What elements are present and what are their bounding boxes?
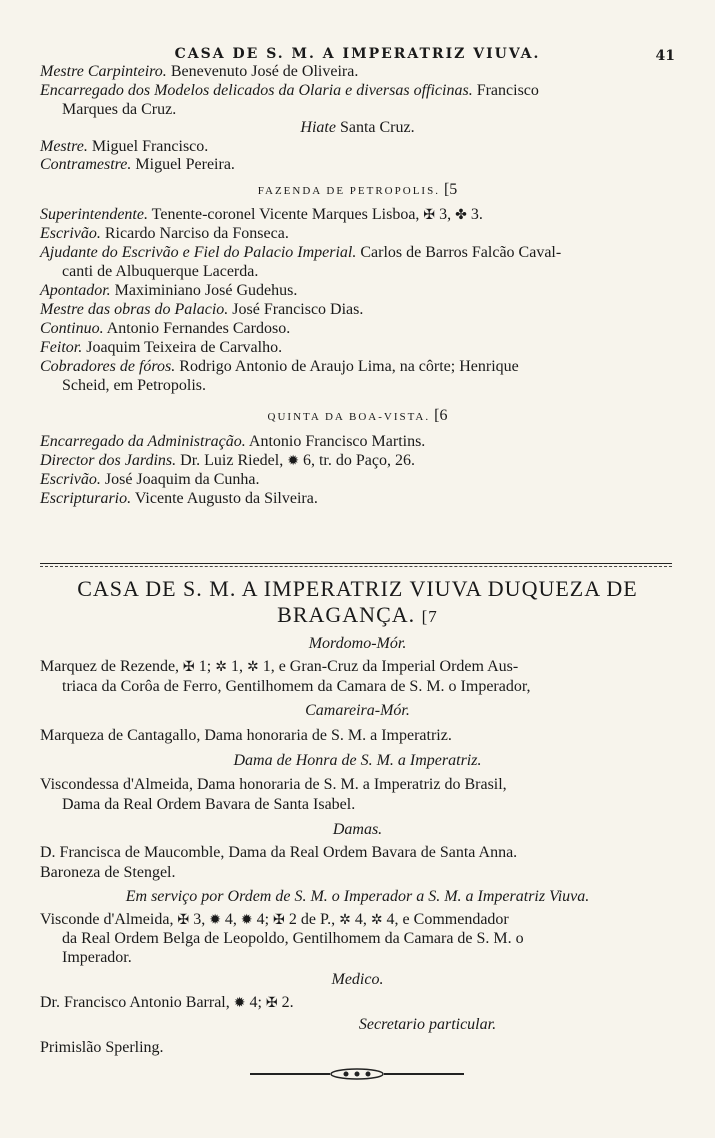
tailpiece-ornament [250, 1068, 464, 1080]
grade: 4; [245, 994, 266, 1011]
entry-mestre-obras [0, 300, 715, 319]
role: Feitor. [40, 339, 83, 356]
entry-mestre-carpinteiro [0, 62, 715, 81]
order-icon: ✤ [455, 207, 467, 223]
entry-feitor [0, 338, 715, 357]
heading-mordomo: Mordomo-Mór. [308, 635, 407, 652]
grade: 3, [435, 206, 456, 223]
person: Maximiniano José Gudehus. [110, 282, 298, 299]
entry-continuation: Imperador. [62, 949, 132, 966]
person: Ricardo Narciso da Fonseca. [100, 225, 289, 242]
entry-ajudante [0, 243, 715, 262]
grade: 1, [226, 658, 247, 675]
grade: 4, [350, 911, 371, 928]
cross-icon: ✠ [177, 912, 190, 928]
role: Escripturario. [40, 490, 132, 507]
grade: 3. [466, 206, 483, 223]
heading-text: QUINTA DA BOA-VISTA. [267, 411, 431, 423]
entry-continuation: canti de Albuquerque Lacerda. [62, 263, 259, 280]
entry-dama-honra: Viscondessa d'Almeida, Dama honoraria de S. M. a Imperatriz do Brasil, [40, 776, 507, 793]
entry-encarregado-modelos [0, 81, 715, 100]
grade: 2. [277, 994, 294, 1011]
person: Rodrigo Antonio de Araujo Lima, na côrte; Henrique [175, 358, 519, 375]
running-head: CASA DE S. M. A IMPERATRIZ VIUVA. [174, 46, 541, 62]
section-ref: [5 [443, 181, 458, 198]
heading-medico: Medico. [331, 971, 384, 988]
entry-continuation: Scheid, em Petropolis. [62, 377, 206, 394]
star-order-icon: ✲ [246, 659, 259, 675]
section-title-line2 [0, 602, 715, 630]
person: Vicente Augusto da Silveira. [131, 490, 318, 507]
heading-text: FAZENDA DE PETROPOLIS. [257, 185, 440, 197]
section-heading-petropolis [0, 180, 715, 201]
cross-icon: ✠ [273, 912, 285, 928]
person: Tenente-coronel Vicente Marques Lisboa, [147, 206, 424, 223]
hiate-heading [0, 118, 715, 137]
entry-escripturario [0, 489, 715, 508]
cross-icon: ✠ [183, 659, 195, 675]
section-title: CASA DE S. M. A IMPERATRIZ VIUVA DUQUEZA DE [77, 576, 638, 601]
person: José Francisco Dias. [228, 301, 364, 318]
section-heading-boa-vista [0, 406, 715, 427]
role: Escrivão. [40, 471, 101, 488]
heading-dama-honra: Dama de Honra de S. M. a Imperatriz. [233, 752, 482, 769]
role: Cobradores de fóros. [40, 358, 176, 375]
rose-order-icon: ✹ [240, 912, 253, 928]
person: Dr. Luiz Riedel, [176, 452, 288, 469]
grade: 4, e Commendador [382, 911, 509, 928]
entry-escrivao [0, 470, 715, 489]
person: Visconde d'Almeida, [40, 911, 178, 928]
role: Continuo. [40, 320, 104, 337]
person: Antonio Fernandes Cardoso. [103, 320, 291, 337]
entry-contramestre [0, 155, 715, 174]
role: Mestre. [40, 138, 88, 155]
entry-cobradores [0, 357, 715, 376]
person: Benevenuto José de Oliveira. [166, 63, 359, 80]
entry-camareira: Marqueza de Cantagallo, Dama honoraria de S. M. a Imperatriz. [40, 727, 452, 744]
section-divider [40, 563, 672, 564]
person: Miguel Francisco. [87, 138, 209, 155]
entry-apontador [0, 281, 715, 300]
star-order-icon: ✲ [339, 912, 351, 928]
role: Mestre das obras do Palacio. [40, 301, 229, 318]
star-order-icon: ✲ [370, 912, 383, 928]
role: Director dos Jardins. [40, 452, 177, 469]
grade: 4, [220, 911, 241, 928]
entry-mestre [0, 137, 715, 156]
rose-order-icon: ✹ [209, 912, 221, 928]
entry-visconde [0, 910, 715, 930]
star-order-icon: ✲ [215, 659, 227, 675]
heading-servico: Em serviço por Ordem de S. M. o Imperador a S. M. a Imperatriz Viuva. [125, 888, 590, 905]
hiate-name: Santa Cruz. [335, 119, 415, 136]
entry-dama: Baroneza de Stengel. [40, 864, 176, 881]
rose-order-icon: ✹ [233, 995, 246, 1011]
role: Contramestre. [40, 156, 132, 173]
role: Escrivão. [40, 225, 101, 242]
section-ref: [7 [421, 607, 438, 626]
person: José Joaquim da Cunha. [100, 471, 260, 488]
role: Encarregado da Administração. [40, 433, 246, 450]
heading-camareira: Camareira-Mór. [305, 702, 410, 719]
hiate-label: Hiate [300, 119, 336, 136]
role: Apontador. [40, 282, 111, 299]
person: Dr. Francisco Antonio Barral, [40, 994, 234, 1011]
entry-continuation: triaca da Corôa de Ferro, Gentilhomem da Camara de S. M. o Imperador, [62, 678, 531, 695]
entry-dama: D. Francisca de Maucomble, Dama da Real Ordem Bavara de Santa Anna. [40, 844, 518, 861]
role: Encarregado dos Modelos delicados da Olaria e diversas officinas. [40, 82, 473, 99]
person: Carlos de Barros Falcão Caval- [356, 244, 562, 261]
cross-icon: ✠ [265, 995, 278, 1011]
entry-continuo [0, 319, 715, 338]
grade: 4; [252, 911, 274, 928]
page-number: 41 [655, 48, 675, 64]
role: Mestre Carpinteiro. [40, 63, 167, 80]
person: Francisco [472, 82, 539, 99]
entry-superintendente [0, 205, 715, 225]
title-text: BRAGANÇA. [277, 602, 416, 627]
grade: 3, [189, 911, 210, 928]
entry-escrivao [0, 224, 715, 243]
person: Joaquim Teixeira de Carvalho. [82, 339, 283, 356]
grade: 1; [194, 658, 216, 675]
person: Antonio Francisco Martins. [245, 433, 426, 450]
entry-continuation: Dama da Real Ordem Bavara de Santa Isabel. [62, 796, 356, 813]
entry-director-jardins [0, 451, 715, 471]
heading-secretario: Secretario particular. [358, 1016, 497, 1033]
person: Marquez de Rezende, [40, 658, 184, 675]
section-divider-dashed [40, 566, 672, 567]
heading-damas: Damas. [332, 821, 383, 838]
role: Ajudante do Escrivão e Fiel do Palacio Imperial. [40, 244, 357, 261]
entry-secretario: Primislão Sperling. [40, 1039, 164, 1056]
entry-mordomo [0, 657, 715, 677]
grade: 1, e Gran-Cruz da Imperial Ordem Aus- [258, 658, 519, 675]
entry-encarregado-administracao [0, 432, 715, 451]
entry-continuation: da Real Ordem Belga de Leopoldo, Gentilhomem da Camara de S. M. o [62, 930, 524, 947]
grade: 6, tr. do Paço, 26. [298, 452, 415, 469]
section-ref: [6 [434, 407, 448, 424]
rose-order-icon: ✹ [287, 453, 299, 469]
cross-icon: ✠ [423, 207, 436, 223]
person: Miguel Pereira. [131, 156, 235, 173]
entry-medico [0, 993, 715, 1013]
grade: 2 de P., [284, 911, 340, 928]
role: Superintendente. [40, 206, 148, 223]
entry-continuation: Marques da Cruz. [62, 101, 177, 118]
